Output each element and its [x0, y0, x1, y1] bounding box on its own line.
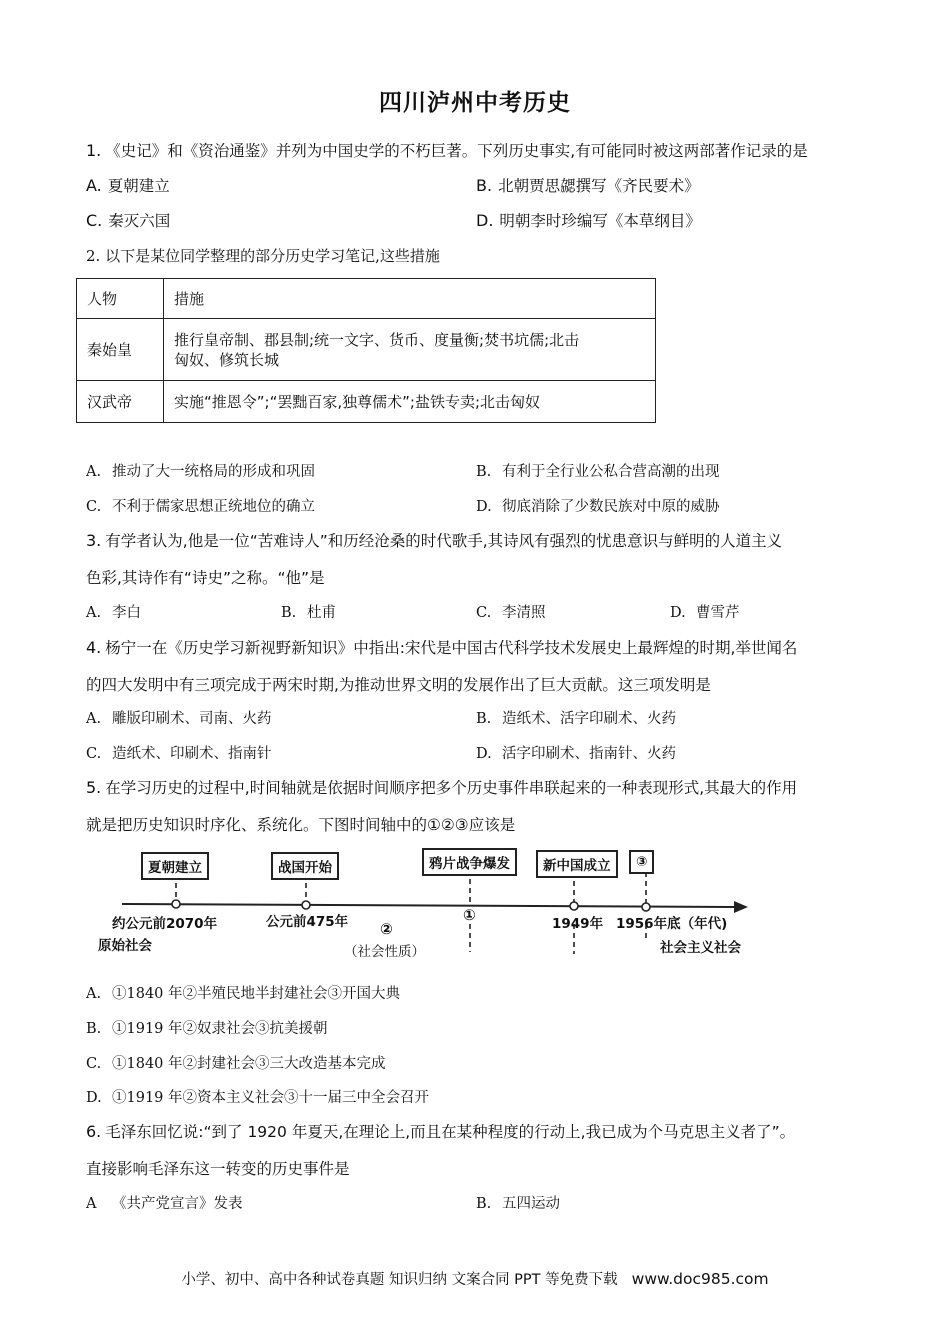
- timeline-middle-label: ②: [380, 920, 393, 938]
- question-text: 杨宁一在《历史学习新视野新知识》中指出:宋代是中国古代科学技术发展史上最辉煌的时期,举世闻名: [105, 639, 798, 657]
- option-letter: A.: [86, 711, 102, 727]
- option-letter: B.: [86, 1021, 102, 1037]
- option-letter: D.: [476, 499, 492, 515]
- q5-option-d[interactable]: [86, 1088, 429, 1108]
- measures-line: 推行皇帝制、郡县制;统一文字、货币、度量衡;焚书坑儒;北击: [174, 330, 580, 349]
- q5-option-a[interactable]: [86, 984, 400, 1004]
- table-cell-person: 秦始皇: [77, 319, 164, 381]
- option-text: 不利于儒家思想正统地位的确立: [112, 499, 315, 515]
- q4-option-c[interactable]: [86, 744, 272, 764]
- table-row: [77, 381, 656, 423]
- option-text: ①1840 年②封建社会③三大改造基本完成: [112, 1056, 386, 1072]
- table-row: [77, 319, 656, 381]
- table-cell-person: 汉武帝: [77, 381, 164, 423]
- q5-option-b[interactable]: [86, 1019, 328, 1039]
- timeline-date: 1949年: [552, 916, 604, 932]
- option-letter: D.: [476, 746, 492, 762]
- option-letter: D.: [86, 1090, 102, 1106]
- q1-option-c[interactable]: [86, 211, 170, 231]
- question-number: 4.: [86, 638, 102, 657]
- q3-option-b[interactable]: [281, 603, 336, 623]
- option-letter: C.: [86, 499, 102, 515]
- option-text: 造纸术、印刷术、指南针: [112, 746, 272, 762]
- option-text: ①1919 年②奴隶社会③抗美援朝: [112, 1021, 328, 1037]
- option-text: 推动了大一统格局的形成和巩固: [112, 464, 315, 480]
- option-letter: B.: [476, 464, 492, 480]
- timeline-event: 战国开始: [271, 852, 339, 880]
- table-header-cell: 人物: [77, 279, 164, 319]
- q4-option-d[interactable]: [476, 744, 676, 764]
- timeline-left-label: 原始社会: [98, 938, 152, 954]
- q3-option-c[interactable]: [476, 603, 546, 623]
- q1-option-d[interactable]: [476, 211, 701, 231]
- page-title: 四川泸州中考历史: [379, 90, 571, 116]
- timeline-event: 夏朝建立: [141, 852, 209, 880]
- timeline-middle-sub: （社会性质）: [344, 944, 425, 960]
- question-5-cont: 就是把历史知识时序化、系统化。下图时间轴中的①②③应该是: [86, 816, 516, 834]
- option-text: 李白: [112, 605, 141, 621]
- q2-option-c[interactable]: [86, 497, 315, 517]
- option-text: 明朝李时珍编写《本草纲目》: [499, 212, 701, 230]
- option-text: 杜甫: [307, 605, 336, 621]
- option-letter: C.: [86, 746, 102, 762]
- option-text: 北朝贾思勰撰写《齐民要术》: [498, 177, 700, 195]
- option-text: 造纸术、活字印刷术、火药: [502, 711, 676, 727]
- question-6-cont: 直接影响毛泽东这一转变的历史事件是: [86, 1160, 350, 1178]
- page-footer: [0, 1268, 950, 1289]
- timeline-date: 约公元前2070年: [112, 916, 218, 932]
- option-text: ①1840 年②半殖民地半封建社会③开国大典: [112, 986, 401, 1002]
- option-letter: C.: [476, 605, 492, 621]
- option-letter: B.: [476, 176, 493, 195]
- q2-option-b[interactable]: [476, 462, 720, 482]
- option-letter: A.: [86, 986, 102, 1002]
- option-text: 《共产党宣言》发表: [112, 1196, 243, 1212]
- option-letter: B.: [476, 1196, 492, 1212]
- option-text: 秦灭六国: [108, 212, 171, 230]
- option-text: 活字印刷术、指南针、火药: [502, 746, 676, 762]
- question-6: [86, 1122, 795, 1142]
- option-letter: A: [86, 1196, 97, 1212]
- footer-text: 小学、初中、高中各种试卷真题 知识归纳 文案合同 PPT 等免费下载: [181, 1272, 618, 1288]
- question-number: 5.: [86, 778, 102, 797]
- option-letter: A.: [86, 464, 102, 480]
- question-text: 毛泽东回忆说:“到了 1920 年夏天,在理论上,而且在某种程度的行动上,我已成为个马克思主义者了”。: [105, 1123, 796, 1141]
- option-letter: D.: [670, 605, 686, 621]
- option-letter: B.: [476, 711, 492, 727]
- q2-option-a[interactable]: [86, 462, 315, 482]
- q3-option-d[interactable]: [670, 603, 740, 623]
- option-letter: A.: [86, 605, 102, 621]
- question-text: 有学者认为,他是一位“苦难诗人”和历经沧桑的时代歌手,其诗风有强烈的忧患意识与鲜明的人道主义: [105, 532, 783, 550]
- question-number: 6.: [86, 1122, 102, 1141]
- q3-option-a[interactable]: [86, 603, 141, 623]
- q6-option-a[interactable]: [86, 1194, 243, 1214]
- question-5: [86, 778, 797, 798]
- question-1: [86, 141, 808, 161]
- timeline-date: 公元前475年: [266, 914, 349, 930]
- option-letter: A.: [86, 176, 102, 195]
- notes-table: [76, 278, 656, 423]
- question-number: 3.: [86, 531, 102, 550]
- timeline-event: ③: [629, 850, 654, 874]
- table-cell-measures: [164, 319, 656, 381]
- q6-option-b[interactable]: [476, 1194, 560, 1214]
- q1-option-a[interactable]: [86, 176, 170, 196]
- option-letter: D.: [476, 211, 494, 230]
- timeline-date: ①: [463, 906, 476, 924]
- option-letter: B.: [281, 605, 297, 621]
- table-header-cell: 措施: [164, 279, 656, 319]
- q1-option-b[interactable]: [476, 176, 700, 196]
- option-text: 雕版印刷术、司南、火药: [112, 711, 272, 727]
- question-number: 1.: [86, 141, 102, 160]
- question-4-cont: 的四大发明中有三项完成于两宋时期,为推动世界文明的发展作出了巨大贡献。这三项发明是: [86, 676, 711, 694]
- option-text: 五四运动: [502, 1196, 560, 1212]
- question-text: 在学习历史的过程中,时间轴就是依据时间顺序把多个历史事件串联起来的一种表现形式,其最大的作用: [105, 779, 798, 797]
- option-text: 李清照: [502, 605, 546, 621]
- timeline-event: 鸦片战争爆发: [422, 848, 517, 876]
- question-4: [86, 638, 797, 658]
- question-3: [86, 531, 782, 551]
- option-text: 夏朝建立: [107, 177, 170, 195]
- option-text: 彻底消除了少数民族对中原的威胁: [502, 499, 720, 515]
- history-timeline: [84, 842, 764, 972]
- option-letter: C.: [86, 211, 103, 230]
- table-header-row: [77, 279, 656, 319]
- option-text: 曹雪芹: [696, 605, 740, 621]
- option-text: ①1919 年②资本主义社会③十一届三中全会召开: [112, 1090, 430, 1106]
- timeline-event: 新中国成立: [536, 850, 618, 878]
- timeline-right-label: 社会主义社会: [660, 940, 741, 956]
- q2-option-d[interactable]: [476, 497, 720, 517]
- measures-line: 匈奴、修筑长城: [174, 350, 280, 369]
- q4-option-b[interactable]: [476, 709, 676, 729]
- question-text: 《史记》和《资治通鉴》并列为中国史学的不朽巨著。下列历史事实,有可能同时被这两部著作记录的是: [105, 142, 808, 160]
- table-cell-measures: 实施“推恩令”;“罢黜百家,独尊儒术”;盐铁专卖;北击匈奴: [164, 381, 656, 423]
- option-letter: C.: [86, 1056, 102, 1072]
- timeline-date: 1956年底（年代): [616, 916, 728, 932]
- footer-link[interactable]: www.doc985.com: [631, 1270, 769, 1288]
- q4-option-a[interactable]: [86, 709, 272, 729]
- timeline-arrow: [734, 901, 748, 913]
- q5-option-c[interactable]: [86, 1054, 386, 1074]
- option-text: 有利于全行业公私合营高潮的出现: [502, 464, 720, 480]
- question-2: 2. 以下是某位同学整理的部分历史学习笔记,这些措施: [86, 247, 440, 265]
- question-3-cont: 色彩,其诗作有“诗史”之称。“他”是: [86, 569, 325, 587]
